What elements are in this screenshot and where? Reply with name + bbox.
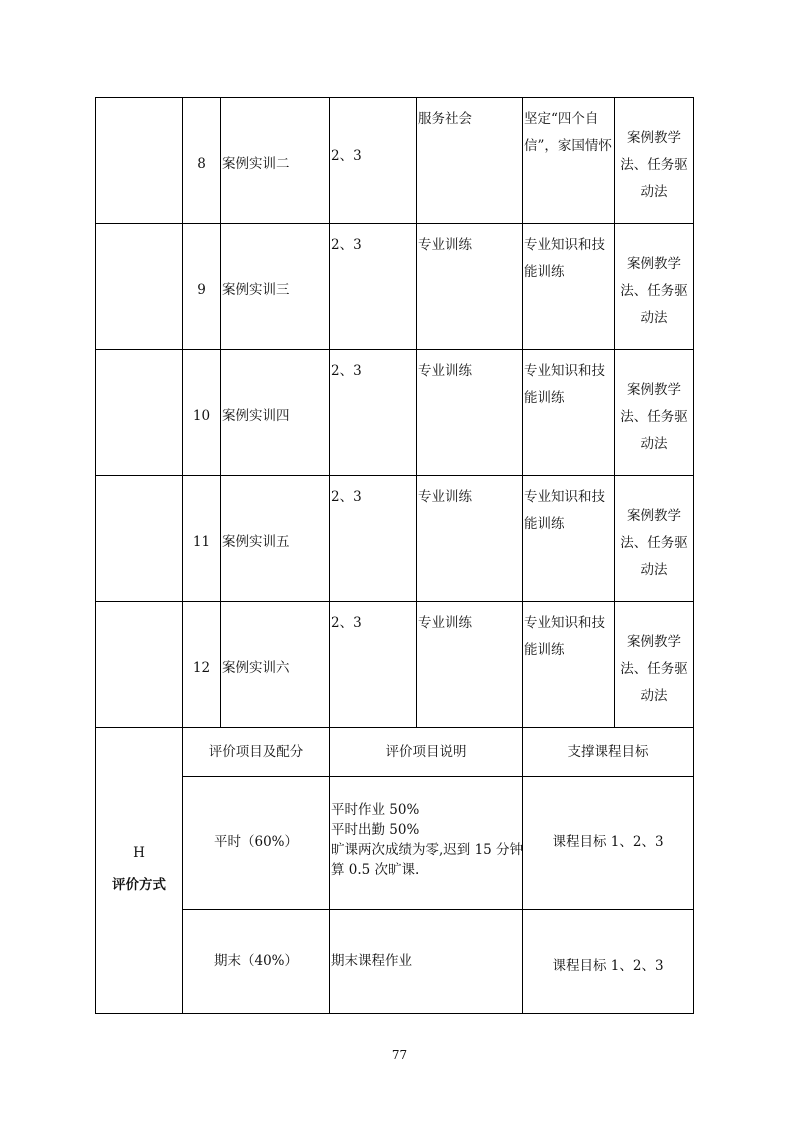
header-desc: 评价项目说明 — [385, 744, 467, 760]
eval-item: 期末（40%） — [213, 953, 298, 969]
row-element: 专业训练 — [418, 615, 472, 631]
row-goals: 2、3 — [331, 148, 362, 164]
row-name: 案例实训五 — [222, 534, 290, 550]
row-number: 10 — [192, 408, 211, 424]
row-name: 案例实训三 — [222, 282, 290, 298]
eval-desc-line: 平时出勤 50% — [331, 822, 420, 838]
row-name: 案例实训六 — [222, 660, 290, 676]
row-name: 案例实训二 — [222, 156, 290, 172]
row-goals: 2、3 — [331, 237, 362, 253]
row-goals: 2、3 — [331, 489, 362, 505]
row-methods: 案例教学法、任务驱动法 — [620, 130, 688, 200]
header-item: 评价项目及配分 — [208, 744, 304, 760]
row-content: 专业知识和技能训练 — [524, 363, 605, 406]
eval-desc-line: 平时作业 50% — [331, 802, 420, 818]
row-number: 9 — [197, 282, 206, 298]
row-goals: 2、3 — [331, 615, 362, 631]
row-element: 专业训练 — [418, 363, 472, 379]
row-number: 8 — [197, 156, 206, 172]
section-letter: H — [133, 845, 145, 861]
row-element: 专业训练 — [418, 237, 472, 253]
row-name: 案例实训四 — [222, 408, 290, 424]
eval-item: 平时（60%） — [213, 834, 298, 850]
row-content: 坚定“四个自信”，家国情怀 — [524, 111, 612, 154]
row-content: 专业知识和技能训练 — [524, 237, 605, 280]
eval-desc-line: 旷课两次成绩为零,迟到 15 分钟 — [331, 842, 524, 858]
header-target: 支撑课程目标 — [567, 744, 649, 760]
row-methods: 案例教学法、任务驱动法 — [620, 256, 688, 326]
eval-desc-line: 期末课程作业 — [331, 953, 412, 969]
row-methods: 案例教学法、任务驱动法 — [620, 508, 688, 578]
eval-target: 课程目标 1、2、3 — [552, 958, 664, 974]
row-methods: 案例教学法、任务驱动法 — [620, 382, 688, 452]
eval-desc-line: 算 0.5 次旷课. — [331, 862, 420, 878]
row-content: 专业知识和技能训练 — [524, 489, 605, 532]
row-number: 12 — [192, 660, 211, 676]
eval-target: 课程目标 1、2、3 — [552, 834, 664, 850]
section-title: 评价方式 — [112, 877, 166, 893]
row-methods: 案例教学法、任务驱动法 — [620, 634, 688, 704]
row-goals: 2、3 — [331, 363, 362, 379]
row-content: 专业知识和技能训练 — [524, 615, 605, 658]
row-element: 专业训练 — [418, 489, 472, 505]
row-element: 服务社会 — [418, 111, 472, 127]
page-number: 77 — [391, 1048, 408, 1062]
row-number: 11 — [192, 534, 211, 550]
